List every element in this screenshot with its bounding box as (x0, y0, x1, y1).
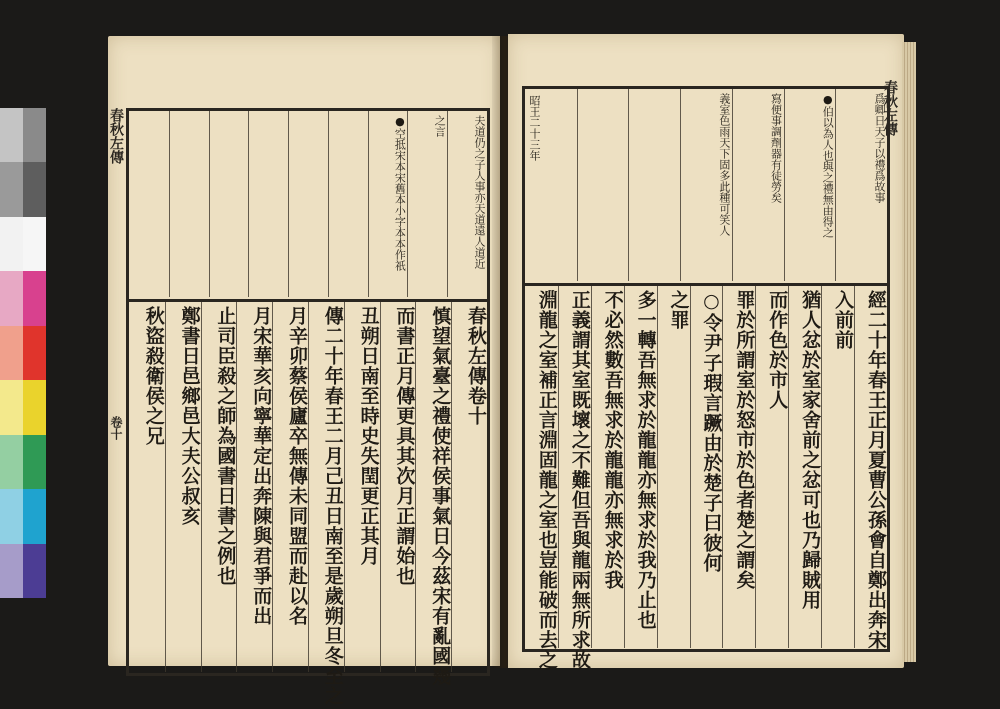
column-rule (821, 286, 822, 648)
column-rule (407, 111, 408, 297)
column-rule (835, 89, 836, 281)
column-rule (628, 89, 629, 281)
text-column (171, 115, 207, 293)
left-margin-title: 春秋左傳 (108, 108, 124, 164)
calibration-patch (0, 217, 23, 271)
text-column: 入前前 (832, 290, 855, 350)
column-rule (201, 302, 202, 672)
calibration-patch (0, 489, 23, 543)
calibration-patch (23, 271, 46, 325)
calibration-patch (23, 435, 46, 489)
column-rule (368, 111, 369, 297)
right-page-frame (522, 86, 890, 670)
text-column (131, 115, 167, 293)
text-column (211, 115, 247, 293)
column-rule (209, 111, 210, 297)
text-column: 之罪 (667, 290, 690, 330)
column-rule (755, 286, 756, 648)
text-column: 夫道仍之子人事亦天道遠人道近 (472, 115, 486, 269)
calibration-row (0, 380, 46, 434)
calibration-patch (0, 108, 23, 162)
text-column: 之言 (433, 115, 447, 137)
column-rule (415, 302, 416, 672)
text-column: 而作色於市人 (766, 290, 789, 410)
page-edges (902, 42, 916, 662)
text-column: 多一轉吾無求於龍龍亦無求於我乃止也 (634, 290, 657, 630)
calibration-patch (23, 326, 46, 380)
column-rule (288, 111, 289, 297)
right-page (508, 34, 904, 668)
calibration-patch (0, 544, 23, 598)
text-column (250, 115, 286, 293)
text-column: 鄭書日邑鄉邑大夫公叔亥 (178, 306, 201, 526)
column-rule (784, 89, 785, 281)
text-column: ○令尹子瑕言蹶由於楚子曰彼何 (700, 290, 723, 573)
right-edge-label: 春秋左傳 (882, 80, 898, 136)
right-divider (525, 283, 887, 286)
text-column: 慎望氣臺之禮使祥侯事氣日今茲宋有亂國幾 (429, 306, 452, 686)
calibration-patch (23, 380, 46, 434)
text-column: 正義謂其室既壞之不難但吾與龍兩無所求故 (568, 290, 591, 670)
column-rule (447, 111, 448, 297)
column-rule (680, 89, 681, 281)
left-margin-volume: 卷十 (109, 416, 123, 440)
text-column: 秋盜殺衛侯之兄 (142, 306, 165, 446)
left-page-frame (126, 108, 490, 706)
column-rule (558, 286, 559, 648)
text-column: 止司臣殺之師為國書日書之例也 (214, 306, 237, 586)
calibration-patch (0, 380, 23, 434)
text-column (579, 93, 627, 277)
calibration-patch (23, 544, 46, 598)
text-column: 淵龍之室補正言淵固龍之室也豈能破而去之 (535, 290, 558, 670)
calibration-row (0, 544, 46, 598)
calibration-patch (0, 271, 23, 325)
column-rule (451, 302, 452, 672)
calibration-row (0, 271, 46, 325)
text-column (330, 115, 366, 293)
column-rule (165, 302, 166, 672)
calibration-row (0, 217, 46, 271)
text-column: 不必然數吾無求於龍龍亦無求於我 (601, 290, 624, 590)
calibration-row (0, 435, 46, 489)
open-book (92, 20, 922, 706)
column-rule (624, 286, 625, 648)
text-column: 傳二十年春王二月己丑日南至是歲朔旦冬至之 (321, 306, 344, 706)
column-rule (380, 302, 381, 672)
text-column: 義室色雨天下固多此種可笑人 (717, 93, 731, 236)
column-rule (690, 286, 691, 648)
column-rule (657, 286, 658, 648)
calibration-row (0, 489, 46, 543)
text-column: 猶人忿於室家舍前之忿可也乃歸賊用 (799, 290, 822, 610)
left-page (108, 36, 500, 706)
calibration-row (0, 326, 46, 380)
calibration-patch (23, 489, 46, 543)
text-column: 爲卿日天子以禮爲故事 (872, 93, 886, 203)
column-rule (248, 111, 249, 297)
column-rule (169, 111, 170, 297)
calibration-patch (23, 217, 46, 271)
text-column: ●伯以為人也與之禮無由得之 (821, 93, 835, 238)
text-column (290, 115, 326, 293)
text-column: 丑朔日南至時史失閏更正其月 (357, 306, 380, 566)
text-column: 而書正月傳更具其次月正謂始也 (393, 306, 416, 586)
text-column: 月辛卯蔡侯廬卒無傳未同盟而赴以名 (285, 306, 308, 626)
text-column: 經二十年春王正月夏曹公孫會自鄭出奔宋 (864, 290, 887, 650)
column-rule (308, 302, 309, 672)
calibration-row (0, 108, 46, 162)
column-rule (591, 286, 592, 648)
column-rule (854, 286, 855, 648)
calibration-patch (0, 435, 23, 489)
color-calibration-strip (0, 108, 46, 598)
text-column: 月宋華亥向寧華定出奔陳與君爭而出 (250, 306, 273, 626)
column-rule (272, 302, 273, 672)
column-rule (328, 111, 329, 297)
column-rule (732, 89, 733, 281)
calibration-row (0, 162, 46, 216)
column-rule (722, 286, 723, 648)
calibration-patch (0, 162, 23, 216)
calibration-patch (23, 108, 46, 162)
column-rule (577, 89, 578, 281)
column-rule (344, 302, 345, 672)
column-rule (788, 286, 789, 648)
calibration-patch (0, 326, 23, 380)
column-rule (236, 302, 237, 672)
text-column (630, 93, 678, 277)
text-column: 春秋左傳卷十 (464, 306, 487, 426)
calibration-patch (23, 162, 46, 216)
text-column: 寫便事調劑器有徒勞矣 (769, 93, 783, 203)
text-column: 罪於所謂室於怒市於色者楚之謂矣 (733, 290, 756, 590)
text-column: ●空抵宋本宋舊本小字本本作祇 (393, 115, 407, 271)
year-header: 昭王二十三年 (528, 95, 541, 161)
